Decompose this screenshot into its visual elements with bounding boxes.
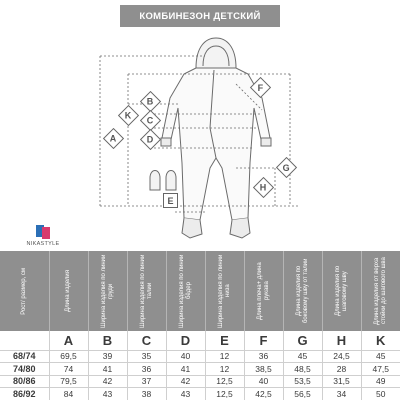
- table-cell: 41: [88, 363, 127, 376]
- header-h: Длина изделия по шаговому шву: [322, 251, 361, 331]
- size-table: [0, 251, 400, 400]
- table-cell: 86/92: [0, 388, 49, 400]
- header-a: Длина изделия: [49, 251, 88, 331]
- mitten-left: [150, 171, 160, 191]
- label-c: C: [140, 110, 161, 131]
- table-cell: 34: [322, 388, 361, 400]
- table-cell: 39: [88, 350, 127, 363]
- letter-b: B: [88, 331, 127, 350]
- right-cuff: [261, 138, 271, 146]
- letter-a: A: [49, 331, 88, 350]
- header-size: Рост/ размер, см: [0, 251, 49, 331]
- letter-f: F: [244, 331, 283, 350]
- hood-outline: [196, 38, 236, 68]
- table-cell: 47,5: [361, 363, 400, 376]
- table-cell: 68/74: [0, 350, 49, 363]
- page-title: КОМБИНЕЗОН ДЕТСКИЙ: [120, 5, 280, 27]
- label-f: F: [250, 77, 271, 98]
- table-cell: 24,5: [322, 350, 361, 363]
- brand-mark-icon: [36, 225, 50, 239]
- label-k: K: [118, 105, 139, 126]
- table-cell: 56,5: [283, 388, 322, 400]
- label-b: B: [140, 91, 161, 112]
- table-cell: 48,5: [283, 363, 322, 376]
- left-cuff: [161, 138, 171, 146]
- table-row: [0, 375, 400, 388]
- table-cell: 84: [49, 388, 88, 400]
- letter-blank: [0, 331, 49, 350]
- table-cell: 43: [88, 388, 127, 400]
- table-cell: 49: [361, 375, 400, 388]
- size-diagram: [0, 28, 400, 250]
- letter-d: D: [166, 331, 205, 350]
- right-boot: [230, 218, 250, 238]
- table-row: [0, 363, 400, 376]
- jumpsuit-drawing: [0, 28, 400, 250]
- table-cell: 45: [283, 350, 322, 363]
- table-cell: 74/80: [0, 363, 49, 376]
- table-cell: 80/86: [0, 375, 49, 388]
- table-cell: 12,5: [205, 388, 244, 400]
- table-cell: 12: [205, 350, 244, 363]
- table-cell: 37: [127, 375, 166, 388]
- table-cell: 12,5: [205, 375, 244, 388]
- table-cell: 42: [88, 375, 127, 388]
- table-cell: 35: [127, 350, 166, 363]
- mitten-right: [166, 171, 176, 191]
- table-cell: 45: [361, 350, 400, 363]
- letter-h: H: [322, 331, 361, 350]
- label-d: D: [140, 129, 161, 150]
- header-k: Длина изделия от верха стойки до шагового шва: [361, 251, 400, 331]
- table-cell: 28: [322, 363, 361, 376]
- header-e: Ширина изделия по линии низа: [205, 251, 244, 331]
- table-cell: 38,5: [244, 363, 283, 376]
- letter-e: E: [205, 331, 244, 350]
- letter-k: K: [361, 331, 400, 350]
- brand-name: NIKASTYLE: [26, 241, 60, 247]
- header-d: Ширина изделия по линии бёдер: [166, 251, 205, 331]
- table-cell: 50: [361, 388, 400, 400]
- table-cell: 12: [205, 363, 244, 376]
- left-boot: [182, 218, 202, 238]
- table-cell: 38: [127, 388, 166, 400]
- brand-logo: [13, 225, 73, 247]
- table-cell: 74: [49, 363, 88, 376]
- table-row: [0, 388, 400, 400]
- label-e: E: [163, 193, 178, 208]
- table-cell: 43: [166, 388, 205, 400]
- letter-g: G: [283, 331, 322, 350]
- table-cell: 36: [127, 363, 166, 376]
- table-cell: 36: [244, 350, 283, 363]
- header-g: Длина изделия по боковому шву от талии: [283, 251, 322, 331]
- table-cell: 42,5: [244, 388, 283, 400]
- table-cell: 53,5: [283, 375, 322, 388]
- header-f: Длина плеча+ длина рукава: [244, 251, 283, 331]
- header-c: Ширина изделия по линии талии: [127, 251, 166, 331]
- table-cell: 42: [166, 375, 205, 388]
- table-cell: 41: [166, 363, 205, 376]
- table-row: [0, 350, 400, 363]
- table-cell: 40: [166, 350, 205, 363]
- table-cell: 69,5: [49, 350, 88, 363]
- table-cell: 79,5: [49, 375, 88, 388]
- header-b: Ширина изделия по линии груди: [88, 251, 127, 331]
- letter-c: C: [127, 331, 166, 350]
- table-cell: 40: [244, 375, 283, 388]
- label-g: G: [276, 157, 297, 178]
- label-a: A: [103, 128, 124, 149]
- table-cell: 31,5: [322, 375, 361, 388]
- label-h: H: [253, 177, 274, 198]
